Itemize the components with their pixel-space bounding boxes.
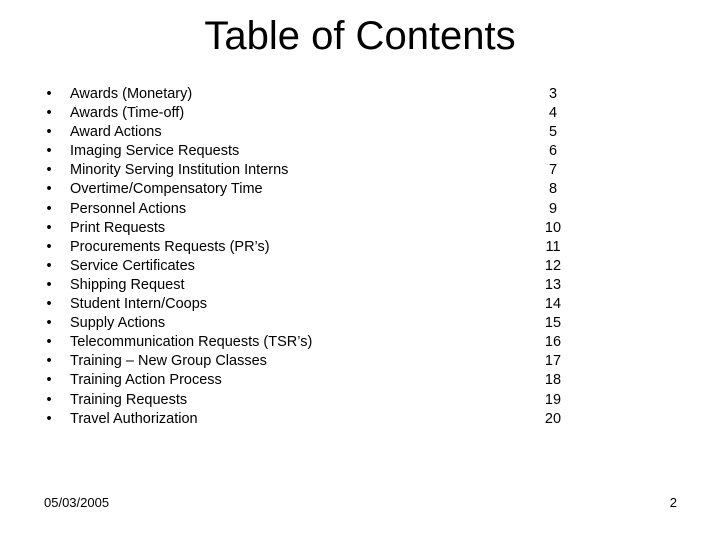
page-title: Table of Contents — [204, 14, 516, 58]
bullet-icon: • — [46, 315, 52, 332]
bullet-icon: • — [46, 219, 52, 236]
toc-item-label: Procurements Requests (PR’s) — [70, 238, 270, 255]
bullet-icon: • — [46, 296, 52, 313]
toc-item-page-number: 10 — [544, 219, 562, 236]
toc-item — [0, 410, 720, 429]
toc-item — [0, 161, 720, 180]
toc-item-page-number: 15 — [544, 315, 562, 332]
toc-item — [0, 180, 720, 199]
toc-item-label: Training Requests — [70, 391, 188, 408]
bullet-icon: • — [46, 391, 52, 408]
toc-item-page-number: 7 — [548, 162, 558, 179]
toc-list — [0, 85, 720, 429]
toc-item-page-number: 13 — [544, 276, 562, 293]
toc-item — [0, 333, 720, 352]
bullet-icon: • — [46, 162, 52, 179]
toc-item-page-number: 14 — [544, 296, 562, 313]
bullet-icon: • — [46, 334, 52, 351]
bullet-icon: • — [46, 410, 52, 427]
toc-item-label: Travel Authorization — [70, 410, 198, 427]
toc-item-page-number: 12 — [544, 257, 562, 274]
toc-item-label: Shipping Request — [70, 276, 185, 293]
toc-item — [0, 123, 720, 142]
bullet-icon: • — [46, 353, 52, 370]
bullet-icon: • — [46, 257, 52, 274]
toc-item-label: Overtime/Compensatory Time — [70, 181, 263, 198]
toc-item-label: Supply Actions — [70, 315, 166, 332]
bullet-icon: • — [46, 372, 52, 389]
toc-item-page-number: 5 — [548, 124, 558, 141]
bullet-icon: • — [46, 238, 52, 255]
footer-date: 05/03/2005 — [44, 495, 110, 510]
toc-item — [0, 391, 720, 410]
toc-item — [0, 276, 720, 295]
toc-item-label: Award Actions — [70, 124, 162, 141]
toc-item — [0, 314, 720, 333]
toc-item-label: Telecommunication Requests (TSR’s) — [70, 334, 313, 351]
toc-item — [0, 238, 720, 257]
toc-item — [0, 295, 720, 314]
toc-item-page-number: 4 — [548, 105, 558, 122]
toc-item — [0, 104, 720, 123]
toc-item — [0, 352, 720, 371]
toc-item-label: Awards (Monetary) — [70, 86, 193, 102]
toc-item-page-number: 20 — [544, 410, 562, 427]
toc-item-page-number: 8 — [548, 181, 558, 198]
toc-item-page-number: 6 — [548, 143, 558, 160]
toc-item-page-number: 16 — [544, 334, 562, 351]
toc-item-label: Personnel Actions — [70, 200, 187, 217]
toc-item-page-number: 3 — [548, 86, 558, 102]
toc-item — [0, 85, 720, 104]
toc-item-label: Service Certificates — [70, 257, 195, 274]
toc-item-label: Training Action Process — [70, 372, 222, 389]
bullet-icon: • — [46, 200, 52, 217]
bullet-icon: • — [46, 276, 52, 293]
toc-item-page-number: 9 — [548, 200, 558, 217]
bullet-icon: • — [46, 143, 52, 160]
toc-item-page-number: 18 — [544, 372, 562, 389]
toc-item-label: Student Intern/Coops — [70, 296, 208, 313]
toc-item-label: Training – New Group Classes — [70, 353, 267, 370]
toc-item-page-number: 11 — [545, 238, 561, 255]
toc-item — [0, 200, 720, 219]
toc-item-page-number: 17 — [544, 353, 562, 370]
toc-item-label: Imaging Service Requests — [70, 143, 240, 160]
toc-item-label: Minority Serving Institution Interns — [70, 162, 289, 179]
bullet-icon: • — [46, 105, 52, 122]
toc-item — [0, 371, 720, 390]
toc-item — [0, 142, 720, 161]
toc-item-label: Awards (Time-off) — [70, 105, 185, 122]
bullet-icon: • — [46, 181, 52, 198]
toc-item-label: Print Requests — [70, 219, 166, 236]
bullet-icon: • — [46, 124, 52, 141]
toc-item-page-number: 19 — [544, 391, 562, 408]
toc-item — [0, 257, 720, 276]
slide-number: 2 — [669, 495, 677, 510]
toc-item — [0, 219, 720, 238]
bullet-icon: • — [46, 86, 52, 102]
